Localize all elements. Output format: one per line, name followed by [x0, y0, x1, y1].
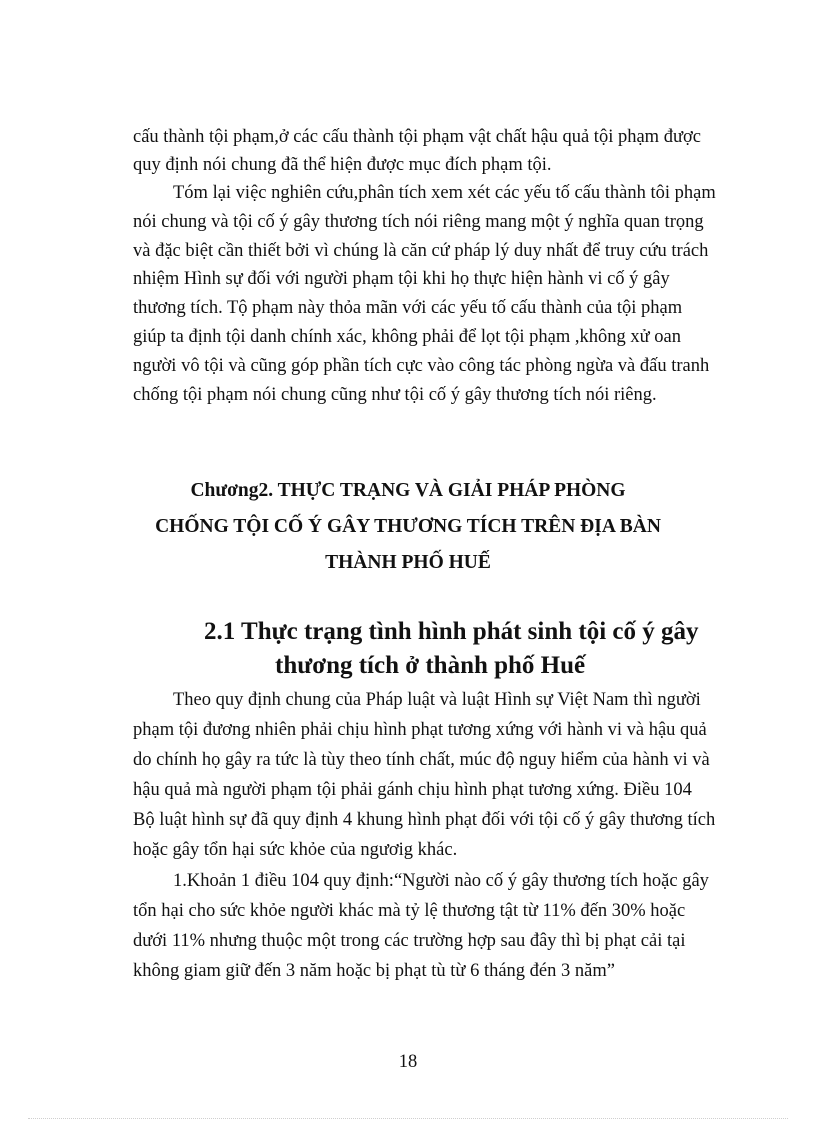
paragraph-2-line-1: Tóm lại việc nghiên cứu,phân tích xem xét các yếu tố cấu thành tôi phạm: [173, 183, 716, 203]
body-paragraph-1-line-2: phạm tội đương nhiên phải chịu hình phạt tương xứng với hành vi và hậu quả: [133, 720, 707, 740]
page-number: 18: [398, 1052, 418, 1072]
body-paragraph-2-line-1: 1.Khoản 1 điều 104 quy định:“Người nào cố ý gây thương tích hoặc gây: [173, 871, 709, 891]
paragraph-2-line-4: nhiệm Hình sự đối với người phạm tội khi họ thực hiện hành vi cố ý gây: [133, 269, 670, 289]
body-paragraph-2-line-4: không giam giữ đến 3 năm hoặc bị phạt tù từ 6 tháng đén 3 năm”: [133, 961, 615, 981]
body-paragraph-1-line-6: hoặc gây tổn hại sức khỏe của ngươig khác.: [133, 840, 458, 860]
body-paragraph-1-line-1: Theo quy định chung của Pháp luật và luật Hình sự Việt Nam thì người: [173, 690, 701, 710]
body-paragraph-1-line-3: do chính họ gây ra tức là tùy theo tính chất, múc độ nguy hiểm của hành vi và: [133, 750, 710, 770]
paragraph-2-line-2: nói chung và tội cố ý gây thương tích nói riêng mang một ý nghĩa quan trọng: [133, 212, 704, 232]
chapter-heading-line-1: Chương2. THỰC TRẠNG VÀ GIẢI PHÁP PHÒNG: [190, 480, 626, 501]
page-bottom-border: [28, 1118, 788, 1119]
body-paragraph-1-line-5: Bộ luật hình sự đã quy định 4 khung hình phạt đối với tội cố ý gây thương tích: [133, 810, 716, 830]
body-paragraph-2-line-3: dưới 11% nhưng thuộc một trong các trường hợp sau đây thì bị phạt cải tại: [133, 931, 686, 951]
paragraph-2-line-6: giúp ta định tội danh chính xác, không phải để lọt tội phạm ,không xử oan: [133, 327, 681, 347]
body-paragraph-1-line-4: hậu quả mà người phạm tội phải gánh chịu hình phạt tương xứng. Điều 104: [133, 780, 692, 800]
paragraph-2-line-3: và đặc biệt cần thiết bởi vì chúng là căn cứ pháp lý duy nhất để truy cứu trách: [133, 241, 709, 261]
body-paragraph-2-line-2: tổn hại cho sức khỏe người khác mà tỷ lệ thương tật từ 11% đến 30% hoặc: [133, 901, 686, 921]
chapter-heading-line-3: THÀNH PHỐ HUẾ: [325, 552, 491, 573]
paragraph-1-line-2: quy định nói chung đã thể hiện được mục đích phạm tội.: [133, 155, 552, 175]
paragraph-1-line-1: cấu thành tội phạm,ở các cấu thành tội phạm vật chất hậu quả tội phạm được: [133, 127, 701, 147]
chapter-heading-line-2: CHỐNG TỘI CỐ Ý GÂY THƯƠNG TÍCH TRÊN ĐỊA BÀN: [155, 516, 661, 537]
section-heading-line-2: thương tích ở thành phố Huế: [275, 652, 586, 679]
paragraph-2-line-7: người vô tội và cũng góp phần tích cực vào công tác phòng ngừa và đấu tranh: [133, 356, 710, 376]
section-heading-line-1: 2.1 Thực trạng tình hình phát sinh tội cố ý gây: [204, 618, 699, 645]
paragraph-2-line-5: thương tích. Tộ phạm này thỏa mãn với các yếu tố cấu thành của tội phạm: [133, 298, 683, 318]
paragraph-2-line-8: chống tội phạm nói chung cũng như tội cố ý gây thương tích nói riêng.: [133, 385, 657, 405]
